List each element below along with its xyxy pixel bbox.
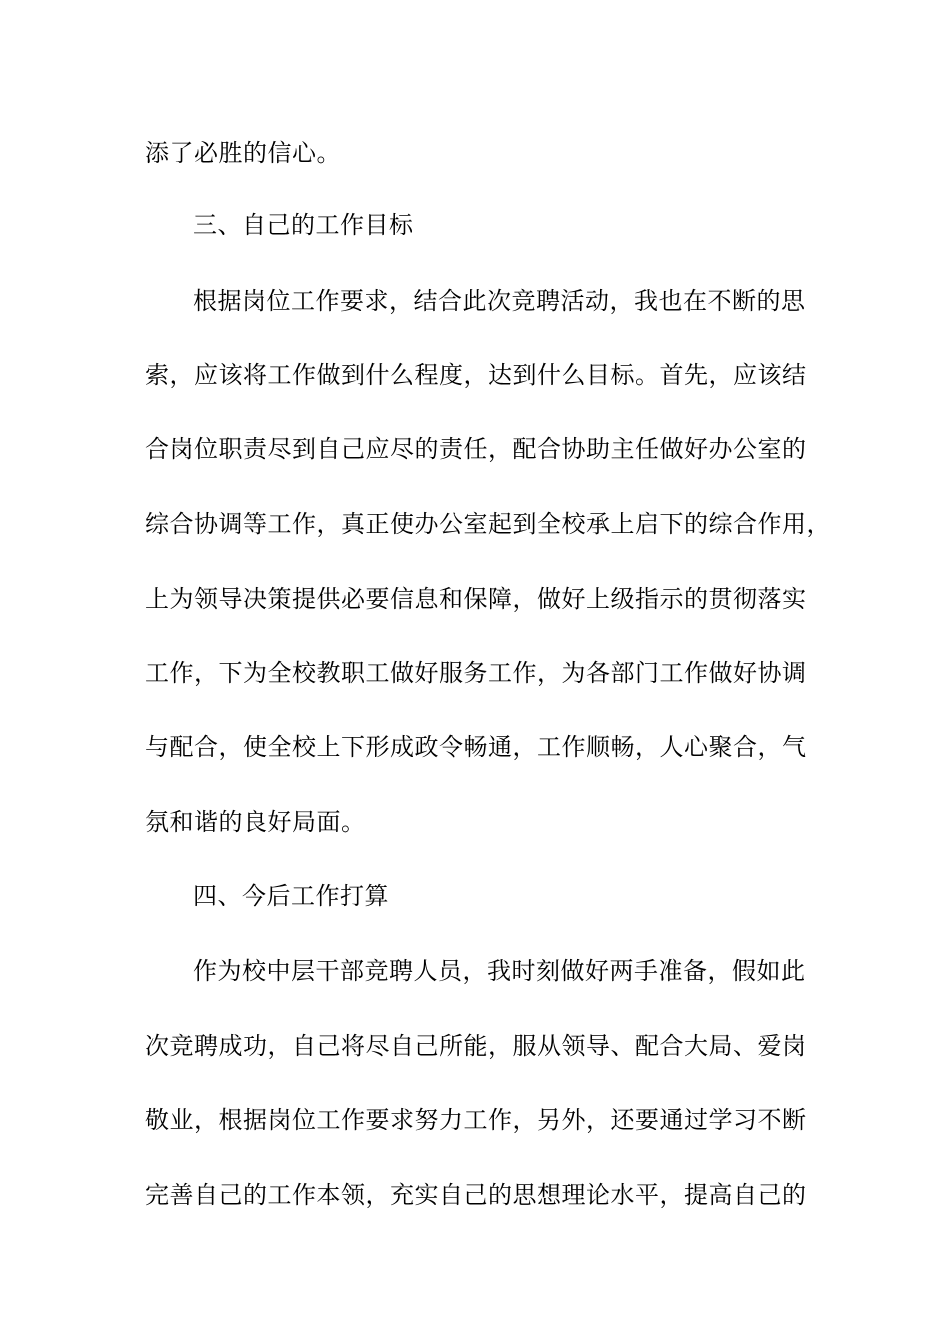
paragraph-line: 根据岗位工作要求，结合此次竞聘活动，我也在不断的思 — [193, 287, 806, 315]
section-heading: 四、今后工作打算 — [193, 882, 389, 910]
paragraph-line: 索，应该将工作做到什么程度，达到什么目标。首先，应该结 — [145, 361, 807, 389]
paragraph-line: 添了必胜的信心。 — [145, 139, 341, 167]
paragraph-line: 综合协调等工作，真正使办公室起到全校承上启下的综合作用， — [145, 510, 831, 538]
paragraph-line: 与配合，使全校上下形成政令畅通，工作顺畅，人心聚合，气 — [145, 733, 807, 761]
paragraph-line: 工作，下为全校教职工做好服务工作，为各部门工作做好协调 — [145, 659, 807, 687]
paragraph-line: 上为领导决策提供必要信息和保障，做好上级指示的贯彻落实 — [145, 585, 807, 613]
paragraph-line: 次竞聘成功，自己将尽自己所能，服从领导、配合大局、爱岗 — [145, 1032, 807, 1060]
paragraph-line: 敬业，根据岗位工作要求努力工作，另外，还要通过学习不断 — [145, 1106, 807, 1134]
section-heading: 三、自己的工作目标 — [193, 211, 414, 239]
paragraph-line: 合岗位职责尽到自己应尽的责任，配合协助主任做好办公室的 — [145, 435, 807, 463]
paragraph-line: 氛和谐的良好局面。 — [145, 808, 366, 836]
paragraph-line: 完善自己的工作本领，充实自己的思想理论水平，提高自己的 — [145, 1181, 807, 1209]
paragraph-line: 作为校中层干部竞聘人员，我时刻做好两手准备，假如此 — [193, 957, 806, 985]
